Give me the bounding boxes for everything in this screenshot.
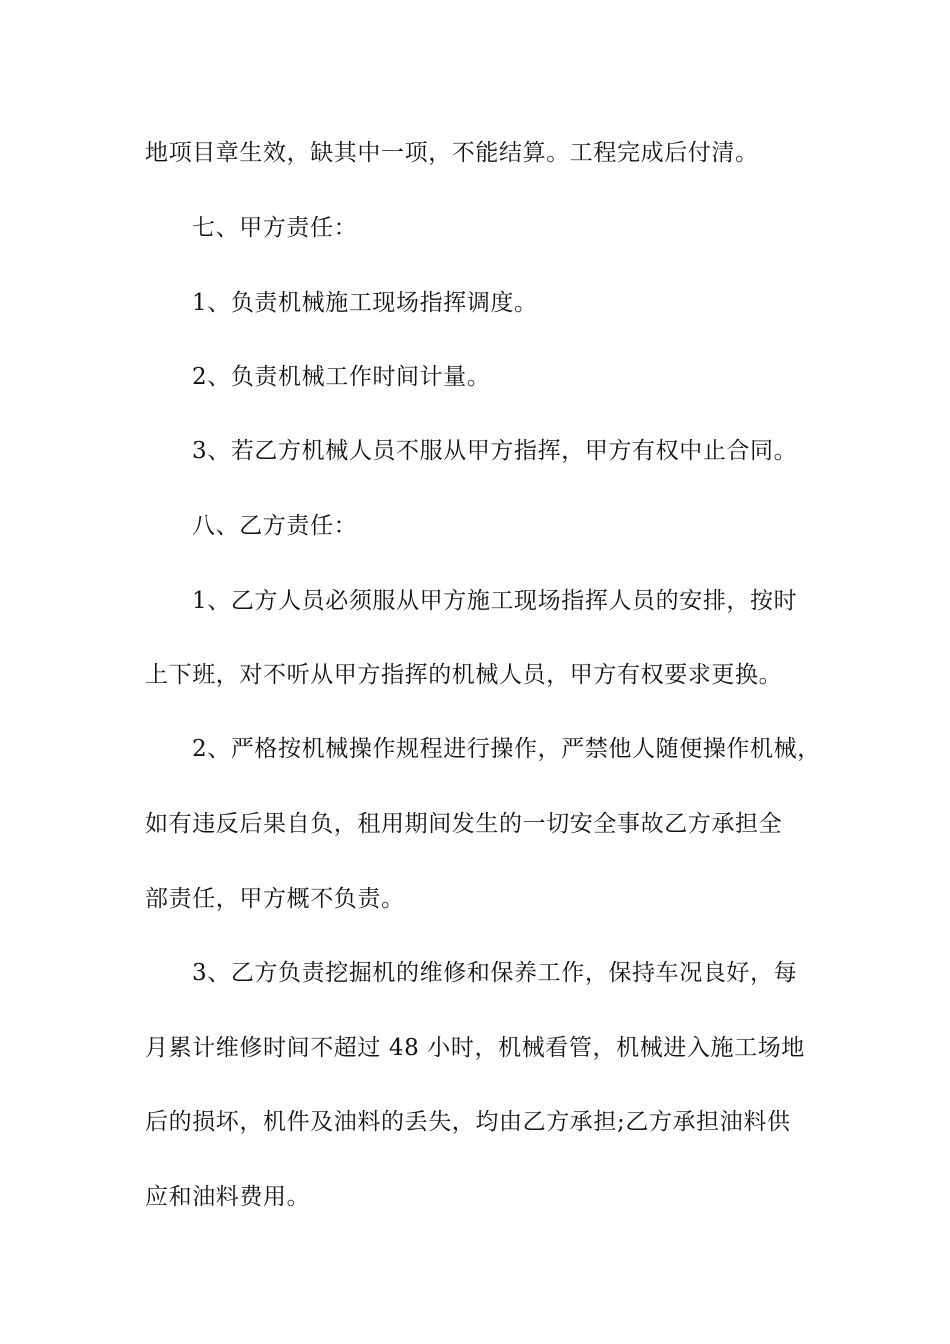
text-line: 3、乙方负责挖掘机的维修和保养工作，保持车况良好，每 xyxy=(192,960,798,986)
text-line: 后的损坏，机件及油料的丢失，均由乙方承担;乙方承担油料供 xyxy=(145,1109,791,1135)
section-heading: 七、甲方责任： xyxy=(192,215,358,241)
text-line: 地项目章生效，缺其中一项，不能结算。工程完成后付清。 xyxy=(145,140,759,166)
text-line: 部责任，甲方概不负责。 xyxy=(145,886,405,912)
text-line: 月累计维修时间不超过 48 小时，机械看管，机械进入施工场地 xyxy=(145,1035,805,1061)
text-line: 1、乙方人员必须服从甲方施工现场指挥人员的安排，按时 xyxy=(192,588,798,614)
text-line: 2、严格按机械操作规程进行操作，严禁他人随便操作机械， xyxy=(192,736,821,762)
text-line: 3、若乙方机械人员不服从甲方指挥，甲方有权中止合同。 xyxy=(192,438,798,464)
text-line: 1、负责机械施工现场指挥调度。 xyxy=(192,290,538,316)
text-line: 2、负责机械工作时间计量。 xyxy=(192,364,491,390)
text-line: 上下班，对不听从甲方指挥的机械人员，甲方有权要求更换。 xyxy=(145,662,783,688)
text-line: 应和油料费用。 xyxy=(145,1184,311,1210)
section-heading: 八、乙方责任： xyxy=(192,513,358,539)
text-line: 如有违反后果自负，租用期间发生的一切安全事故乙方承担全 xyxy=(145,811,783,837)
